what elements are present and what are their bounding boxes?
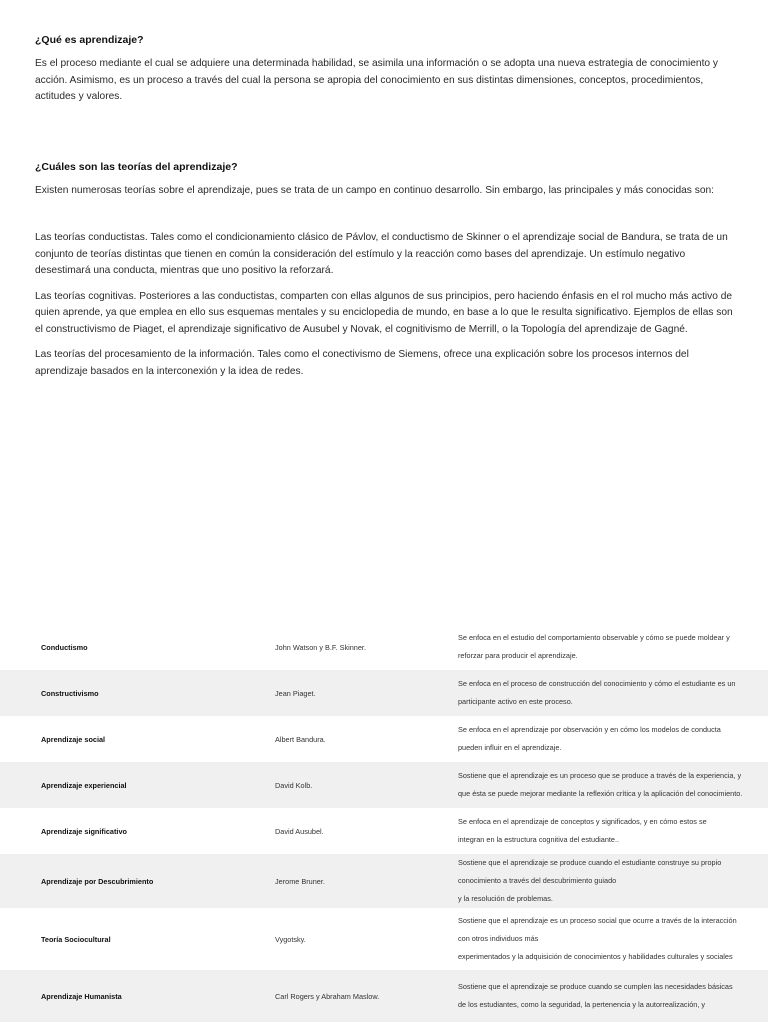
theory-description-cell bbox=[458, 854, 768, 908]
description-line: experimentados y la adquisición de conocimientos y habilidades culturales y sociales bbox=[458, 952, 733, 961]
table-row bbox=[0, 716, 768, 762]
table-row bbox=[0, 970, 768, 1022]
theory-author-cell: John Watson y B.F. Skinner. bbox=[275, 642, 366, 652]
document-body bbox=[35, 34, 735, 389]
description-line: Sostiene que el aprendizaje es un proceso que se produce a través de la experiencia, y bbox=[458, 771, 742, 780]
paragraph-procesamiento: Las teorías del procesamiento de la información. Tales como el conectivismo de Siemens, ofrece una explicación sobre los procesos internos del aprendizaje basados en la interconexión y la idea de redes. bbox=[35, 349, 689, 377]
theory-author-cell: Vygotsky. bbox=[275, 934, 306, 944]
description-line: Se enfoca en el proceso de construcción del conocimiento y cómo el estudiante es un bbox=[458, 679, 736, 688]
theory-description-cell bbox=[458, 808, 768, 854]
theory-author-cell: Carl Rogers y Abraham Maslow. bbox=[275, 991, 380, 1001]
paragraph-intro: Existen numerosas teorías sobre el aprendizaje, pues se trata de un campo en continuo desarrollo. Sin embargo, las principales y más conocidas son: bbox=[35, 184, 714, 196]
description-line: integran en la estructura cognitiva del estudiante.. bbox=[458, 835, 620, 844]
table-row bbox=[0, 624, 768, 670]
theory-description-cell bbox=[458, 762, 768, 808]
table-row bbox=[0, 854, 768, 908]
description-line: reforzar para producir el aprendizaje. bbox=[458, 651, 578, 660]
description-line: que ésta se puede mejorar mediante la reflexión crítica y la aplicación del conocimiento. bbox=[458, 789, 743, 798]
paragraph-cognitivas: Las teorías cognitivas. Posteriores a las conductistas, comparten con ellas algunos de sus principios, pero haciendo énfasis en el rol mucho más activo de quien aprende, ya que emplea en ello sus esquemas mentales y su enciclopedia de mundo, en base a lo que le resulta significativo. Ejemplos de ellas son el constructivismo de Piaget, el aprendizaje significativo de Ausubel y Novak, el cognitivismo de Merrill, o la Topología del aprendizaje de Gagné. bbox=[35, 290, 733, 335]
description-line: pueden influir en el aprendizaje. bbox=[458, 743, 562, 752]
description-line: Se enfoca en el estudio del comportamiento observable y cómo se puede moldear y bbox=[458, 633, 730, 642]
description-line: Se enfoca en el aprendizaje de conceptos y significados, y en cómo estos se bbox=[458, 817, 707, 826]
theories-table bbox=[0, 624, 768, 1022]
description-line: Sostiene que el aprendizaje se produce cuando se cumplen las necesidades básicas bbox=[458, 982, 733, 991]
description-line: participante activo en este proceso. bbox=[458, 697, 573, 706]
theory-author-cell: Albert Bandura. bbox=[275, 734, 326, 744]
theory-name-cell: Aprendizaje significativo bbox=[41, 826, 127, 836]
description-line: Sostiene que el aprendizaje es un proceso social que ocurre a través de la interacción bbox=[458, 916, 737, 925]
table-row bbox=[0, 908, 768, 970]
theory-name-cell: Aprendizaje por Descubrimiento bbox=[41, 876, 154, 886]
paragraph-conductistas: Las teorías conductistas. Tales como el condicionamiento clásico de Pávlov, el conductismo de Skinner o el aprendizaje social de Bandura, se trata de un conjunto de teorías distintas que tienen en común la consideración del estímulo y la reacción como bases del aprendizaje. Un estímulo negativo desestimará una conducta, mientras que uno positivo la reforzará. bbox=[35, 232, 728, 276]
theory-description-cell bbox=[458, 670, 768, 716]
table-row bbox=[0, 670, 768, 716]
theory-name-cell: Aprendizaje social bbox=[41, 734, 106, 744]
theory-name-cell: Aprendizaje experiencial bbox=[41, 780, 127, 790]
theory-name-cell: Constructivismo bbox=[41, 688, 99, 698]
paragraph-definition: Es el proceso mediante el cual se adquiere una determinada habilidad, se asimila una información o se adopta una nueva estrategia de conocimiento y acción. Asimismo, es un proceso a través del cual la persona se apropia del conocimiento en sus distintas dimensiones, conceptos, procedimientos, actitudes y valores. bbox=[35, 58, 718, 102]
theory-name-cell: Teoría Sociocultural bbox=[41, 934, 111, 944]
description-line: Sostiene que el aprendizaje se produce cuando el estudiante construye su propio bbox=[458, 858, 722, 867]
section-heading-teorias: ¿Cuáles son las teorías del aprendizaje? bbox=[35, 160, 238, 173]
description-line: de los estudiantes, como la seguridad, la pertenencia y la autorrealización, y bbox=[458, 1000, 706, 1009]
spacer bbox=[35, 208, 735, 230]
theory-author-cell: David Ausubel. bbox=[275, 826, 324, 836]
table-row bbox=[0, 808, 768, 854]
table-row bbox=[0, 762, 768, 808]
theory-author-cell: Jerome Bruner. bbox=[275, 876, 325, 886]
theory-description-cell bbox=[458, 908, 768, 970]
theory-description-cell bbox=[458, 624, 768, 670]
theory-description-cell bbox=[458, 970, 768, 1022]
section-heading-que-es: ¿Qué es aprendizaje? bbox=[35, 34, 144, 46]
description-line: con otros individuos más bbox=[458, 934, 539, 943]
theories-table-body bbox=[0, 624, 768, 1022]
theory-name-cell: Aprendizaje Humanista bbox=[41, 991, 122, 1001]
description-line: conocimiento a través del descubrimiento guiado bbox=[458, 876, 617, 885]
theory-author-cell: Jean Piaget. bbox=[275, 688, 316, 698]
theory-description-cell bbox=[458, 716, 768, 762]
theory-author-cell: David Kolb. bbox=[275, 780, 313, 790]
description-line: y la resolución de problemas. bbox=[458, 894, 553, 903]
description-line: Se enfoca en el aprendizaje por observación y en cómo los modelos de conducta bbox=[458, 725, 721, 734]
spacer bbox=[35, 115, 735, 161]
theory-name-cell: Conductismo bbox=[41, 642, 88, 652]
